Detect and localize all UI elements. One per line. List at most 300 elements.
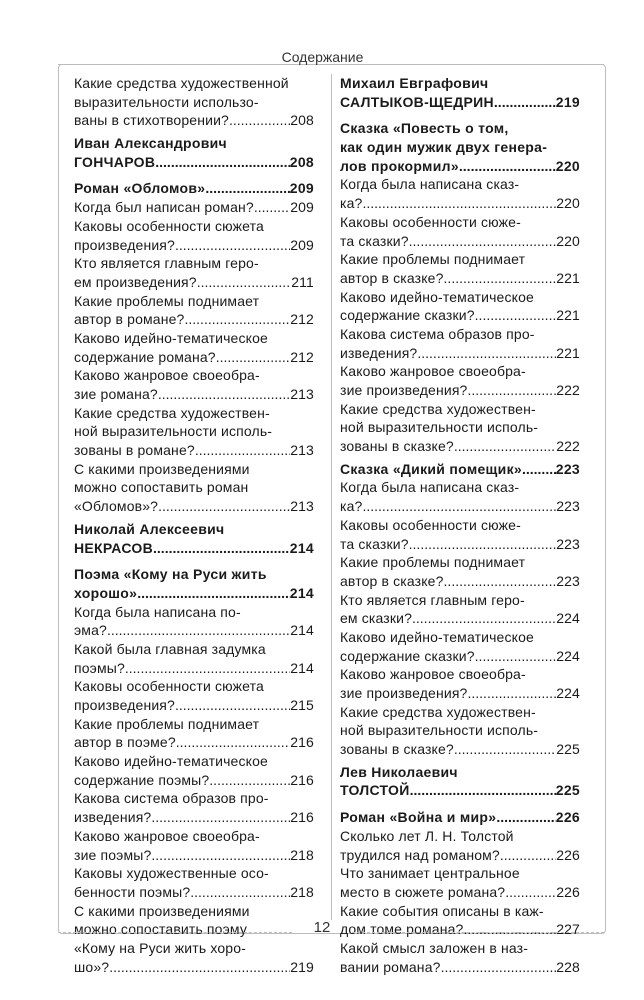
page-ref: 219 bbox=[290, 958, 314, 975]
page-ref: 212 bbox=[290, 311, 314, 328]
question-line bbox=[340, 864, 580, 883]
entry-text: Каково идейно-тематическое bbox=[74, 753, 268, 770]
toc-author-entry bbox=[74, 134, 314, 175]
entry-text: зие романа? bbox=[74, 386, 158, 402]
toc-work-entry bbox=[340, 456, 580, 479]
toc-question-entry bbox=[74, 404, 314, 460]
dot-leader bbox=[505, 883, 556, 902]
question-line bbox=[340, 269, 580, 288]
dot-leader bbox=[362, 497, 556, 516]
entry-text: как один мужик двух генера- bbox=[340, 139, 548, 156]
toc-question-entry bbox=[340, 553, 580, 590]
question-line bbox=[340, 721, 580, 740]
page-ref: 227 bbox=[556, 921, 580, 938]
toc-question-entry bbox=[340, 665, 580, 702]
question-line bbox=[340, 535, 580, 554]
page-ref: 213 bbox=[290, 442, 314, 459]
entry-text: Роман «Война и мир» bbox=[340, 809, 497, 826]
question-line bbox=[340, 684, 580, 703]
dot-leader bbox=[417, 344, 556, 363]
question-line bbox=[74, 752, 314, 771]
question-line bbox=[74, 329, 314, 348]
page-ref: 225 bbox=[555, 782, 580, 799]
entry-text: Каково идейно-тематическое bbox=[340, 288, 534, 305]
page-ref: 220 bbox=[556, 195, 580, 212]
page-ref: 222 bbox=[556, 382, 580, 398]
question-line bbox=[74, 310, 314, 329]
entry-text: Когда была написана сказ- bbox=[340, 479, 520, 496]
entry-text: С какими произведениями bbox=[74, 902, 250, 919]
question-line bbox=[74, 348, 314, 367]
question-line bbox=[74, 958, 314, 977]
question-line bbox=[74, 478, 314, 497]
entry-text: ка? bbox=[340, 195, 363, 212]
page-ref: 226 bbox=[556, 846, 580, 863]
question-line bbox=[74, 771, 314, 790]
entry-text: можно сопоставить поэму bbox=[74, 921, 247, 938]
author-first-name: Николай Алексеевич bbox=[74, 520, 225, 537]
page-ref: 211 bbox=[291, 273, 314, 290]
question-line bbox=[74, 366, 314, 385]
question-line bbox=[74, 640, 314, 659]
entry-text: ем произведения? bbox=[74, 273, 197, 290]
toc-author-entry bbox=[340, 763, 580, 804]
work-title-line bbox=[340, 460, 580, 479]
toc-question-entry bbox=[74, 715, 314, 752]
work-title-line bbox=[340, 157, 580, 176]
dot-leader bbox=[151, 808, 290, 827]
page-ref: 221 bbox=[556, 269, 580, 286]
toc-question-entry bbox=[340, 288, 580, 325]
page-ref: 216 bbox=[290, 734, 314, 751]
question-line bbox=[340, 288, 580, 307]
dot-leader bbox=[197, 273, 291, 292]
toc-question-entry bbox=[74, 254, 314, 291]
work-title-line bbox=[340, 138, 580, 157]
entry-text: вании романа? bbox=[340, 958, 441, 975]
dot-leader bbox=[494, 93, 556, 112]
dot-leader bbox=[175, 236, 290, 255]
entry-text: Роман «Обломов» bbox=[74, 180, 206, 197]
entry-text: поэмы? bbox=[74, 659, 125, 676]
question-line bbox=[74, 883, 314, 902]
author-line bbox=[74, 520, 314, 539]
dot-leader bbox=[158, 497, 290, 516]
page-ref: 224 bbox=[556, 610, 580, 627]
toc-question-entry bbox=[74, 366, 314, 403]
dot-leader bbox=[441, 958, 557, 977]
author-first-name: Михаил Евграфович bbox=[340, 75, 489, 91]
question-line bbox=[74, 808, 314, 827]
author-surname: ТОЛСТОЙ bbox=[340, 782, 410, 799]
page-ref: 223 bbox=[555, 460, 580, 477]
dot-leader bbox=[137, 584, 290, 603]
page-ref: 208 bbox=[289, 153, 314, 170]
page-ref: 224 bbox=[556, 647, 580, 664]
question-line bbox=[74, 217, 314, 236]
page-ref: 214 bbox=[289, 539, 314, 556]
entry-text: Какие проблемы поднимает bbox=[340, 554, 526, 571]
entry-text: зие произведения? bbox=[340, 382, 468, 398]
entry-text: Каково идейно-тематическое bbox=[340, 628, 534, 645]
question-line bbox=[340, 628, 580, 647]
question-line bbox=[340, 647, 580, 666]
page-ref: 209 bbox=[289, 180, 314, 197]
author-first-name: Иван Александрович bbox=[74, 135, 227, 152]
toc-question-entry bbox=[74, 827, 314, 864]
page-ref: 221 bbox=[556, 344, 580, 361]
header-rule-right bbox=[383, 64, 604, 65]
question-line bbox=[340, 306, 580, 325]
entry-text: содержание сказки? bbox=[340, 647, 475, 664]
entry-text: зие произведения? bbox=[340, 685, 468, 701]
entry-text: Каковы особенности сюжета bbox=[74, 678, 264, 695]
entry-text: Какие проблемы поднимает bbox=[74, 715, 260, 732]
question-line bbox=[340, 478, 580, 497]
entry-text: содержание поэмы? bbox=[74, 771, 210, 788]
dot-leader bbox=[468, 684, 557, 703]
entry-text: трудился над романом? bbox=[340, 846, 500, 863]
question-line bbox=[74, 621, 314, 640]
dot-leader bbox=[496, 808, 555, 827]
entry-text: выразительности использо- bbox=[74, 93, 259, 110]
entry-text: содержание романа? bbox=[74, 348, 216, 365]
entry-text: «Кому на Руси жить хоро- bbox=[74, 939, 246, 956]
entry-text: Какие события описаны в каж- bbox=[340, 902, 544, 919]
page-ref: 218 bbox=[290, 883, 314, 900]
toc-question-entry bbox=[74, 640, 314, 677]
page-ref: 226 bbox=[556, 883, 580, 900]
question-line bbox=[340, 400, 580, 419]
question-line bbox=[340, 902, 580, 921]
question-line bbox=[74, 93, 314, 112]
entry-text: Какова система образов про- bbox=[340, 325, 535, 342]
entry-text: ной выразительности исполь- bbox=[74, 423, 273, 440]
page-ref: 212 bbox=[290, 348, 314, 365]
author-line bbox=[340, 74, 580, 93]
dot-leader bbox=[409, 232, 557, 251]
question-line bbox=[340, 250, 580, 269]
entry-text: Каково жанровое своеобра- bbox=[74, 827, 260, 844]
question-line bbox=[74, 789, 314, 808]
entry-text: Каково идейно-тематическое bbox=[74, 329, 268, 346]
toc-question-entry bbox=[340, 628, 580, 665]
page-ref: 226 bbox=[555, 809, 580, 826]
work-title-line bbox=[74, 179, 314, 198]
question-line bbox=[74, 273, 314, 292]
question-line bbox=[74, 939, 314, 958]
entry-text: ем сказки? bbox=[340, 610, 413, 627]
entry-text: эма? bbox=[74, 622, 107, 639]
toc-question-entry bbox=[74, 752, 314, 789]
author-line bbox=[74, 153, 314, 172]
question-line bbox=[340, 665, 580, 684]
question-line bbox=[74, 920, 314, 939]
toc-left-column bbox=[74, 74, 314, 976]
author-surname: ГОНЧАРОВ bbox=[74, 153, 156, 170]
entry-text: Каково жанровое своеобра- bbox=[340, 666, 526, 683]
toc-question-entry bbox=[340, 175, 580, 212]
page-ref: 216 bbox=[290, 771, 314, 788]
toc-work-entry bbox=[340, 804, 580, 827]
question-line bbox=[340, 883, 580, 902]
entry-text: автор в сказке? bbox=[340, 572, 444, 589]
entry-text: Каково жанровое своеобра- bbox=[340, 363, 526, 380]
author-surname: САЛТЫКОВ-ЩЕДРИН bbox=[340, 93, 494, 110]
page-ref: 209 bbox=[290, 236, 314, 253]
entry-text: ка? bbox=[340, 498, 363, 515]
toc-question-entry bbox=[74, 789, 314, 826]
dot-leader bbox=[409, 535, 557, 554]
entry-text: изведения? bbox=[74, 809, 152, 826]
toc-question-entry bbox=[74, 460, 314, 516]
page-ref: 216 bbox=[290, 809, 314, 826]
entry-text: Каковы особенности сюже- bbox=[340, 516, 521, 533]
question-line bbox=[340, 232, 580, 251]
page-ref: 218 bbox=[290, 846, 314, 863]
question-line bbox=[74, 715, 314, 734]
question-line bbox=[74, 111, 314, 130]
page-ref: 219 bbox=[555, 93, 580, 110]
question-line bbox=[340, 591, 580, 610]
question-line bbox=[74, 385, 314, 404]
work-title-line bbox=[340, 119, 580, 138]
toc-author-entry bbox=[340, 74, 580, 115]
dot-leader bbox=[190, 883, 290, 902]
author-line bbox=[340, 93, 580, 112]
toc-right-column bbox=[340, 74, 580, 976]
entry-text: Поэма «Кому на Руси жить bbox=[74, 566, 267, 583]
dot-leader bbox=[216, 348, 290, 367]
toc-question-entry bbox=[74, 864, 314, 901]
dot-leader bbox=[454, 437, 556, 456]
dot-leader bbox=[155, 153, 289, 172]
toc-question-entry bbox=[340, 516, 580, 553]
entry-text: зие поэмы? bbox=[74, 846, 152, 863]
toc-question-entry bbox=[74, 217, 314, 254]
author-line bbox=[74, 539, 314, 558]
toc-question-entry bbox=[340, 213, 580, 250]
question-line bbox=[340, 553, 580, 572]
page-ref: 214 bbox=[290, 659, 314, 676]
dot-leader bbox=[468, 381, 557, 400]
question-line bbox=[340, 213, 580, 232]
dot-leader bbox=[412, 609, 556, 628]
entry-text: Сказка «Повесть о том, bbox=[340, 120, 509, 137]
entry-text: Какие средства художествен- bbox=[74, 404, 270, 421]
question-line bbox=[74, 603, 314, 622]
entry-text: Когда была написана по- bbox=[74, 603, 241, 620]
entry-text: ваны в стихотворении? bbox=[74, 112, 229, 129]
toc-question-entry bbox=[74, 677, 314, 714]
dot-leader bbox=[109, 958, 290, 977]
question-line bbox=[74, 460, 314, 479]
work-title-line bbox=[74, 565, 314, 584]
entry-text: зованы в сказке? bbox=[340, 438, 454, 455]
author-line bbox=[340, 781, 580, 800]
page-ref: 222 bbox=[556, 438, 580, 455]
dot-leader bbox=[459, 157, 556, 176]
question-line bbox=[74, 827, 314, 846]
question-line bbox=[340, 516, 580, 535]
page-ref: 223 bbox=[556, 498, 580, 515]
toc-question-entry bbox=[74, 74, 314, 130]
entry-text: автор в романе? bbox=[74, 311, 185, 328]
dot-leader bbox=[151, 846, 290, 865]
toc-question-entry bbox=[340, 827, 580, 864]
entry-text: зованы в романе? bbox=[74, 442, 195, 459]
toc-question-entry bbox=[74, 329, 314, 366]
entry-text: хорошо» bbox=[74, 584, 138, 601]
page-ref: 220 bbox=[555, 157, 580, 174]
page-ref: 214 bbox=[289, 584, 314, 601]
question-line bbox=[340, 939, 580, 958]
toc-question-entry bbox=[340, 939, 580, 976]
question-line bbox=[340, 827, 580, 846]
entry-text: ной выразительности исполь- bbox=[340, 419, 539, 436]
page-ref: 228 bbox=[556, 958, 580, 975]
question-line bbox=[340, 572, 580, 591]
entry-text: Каковы особенности сюже- bbox=[340, 213, 521, 230]
question-line bbox=[340, 175, 580, 194]
dot-leader bbox=[444, 269, 557, 288]
question-line bbox=[340, 194, 580, 213]
question-line bbox=[340, 381, 580, 400]
entry-text: С какими произведениями bbox=[74, 460, 250, 477]
page-ref: 223 bbox=[556, 572, 580, 589]
page-ref: 209 bbox=[290, 199, 314, 216]
question-line bbox=[74, 198, 314, 217]
question-line bbox=[340, 846, 580, 865]
dot-leader bbox=[229, 111, 290, 130]
dot-leader bbox=[362, 194, 556, 213]
dot-leader bbox=[176, 733, 290, 752]
toc-question-entry bbox=[340, 325, 580, 362]
header-rule-left bbox=[58, 64, 262, 65]
toc-question-entry bbox=[340, 478, 580, 515]
column-divider bbox=[331, 74, 332, 920]
question-line bbox=[74, 441, 314, 460]
page-ref: 224 bbox=[556, 685, 580, 701]
page-ref: 221 bbox=[556, 307, 580, 324]
question-line bbox=[74, 902, 314, 921]
entry-text: дом томе романа? bbox=[340, 921, 464, 938]
entry-text: Каковы особенности сюжета bbox=[74, 217, 264, 234]
entry-text: Сказка «Дикий помещик» bbox=[340, 460, 522, 477]
entry-text: изведения? bbox=[340, 344, 418, 361]
entry-text: Каково жанровое своеобра- bbox=[74, 367, 260, 384]
entry-text: зованы в сказке? bbox=[340, 741, 454, 758]
entry-text: Когда был написан роман? bbox=[74, 199, 254, 216]
page-ref: 208 bbox=[290, 112, 314, 129]
question-line bbox=[74, 733, 314, 752]
toc-question-entry bbox=[74, 902, 314, 977]
author-line bbox=[340, 763, 580, 782]
page-ref: 215 bbox=[290, 697, 314, 713]
dot-leader bbox=[254, 198, 290, 217]
question-line bbox=[340, 497, 580, 516]
question-line bbox=[340, 362, 580, 381]
entry-text: можно сопоставить роман bbox=[74, 479, 249, 496]
author-line bbox=[74, 134, 314, 153]
question-line bbox=[74, 677, 314, 696]
question-line bbox=[340, 703, 580, 722]
question-line bbox=[74, 404, 314, 423]
entry-text: место в сюжете романа? bbox=[340, 883, 506, 900]
toc-question-entry bbox=[340, 362, 580, 399]
toc-question-entry bbox=[74, 198, 314, 217]
page-ref: 213 bbox=[290, 498, 314, 515]
question-line bbox=[74, 696, 314, 715]
dot-leader bbox=[522, 460, 556, 479]
entry-text: Сколько лет Л. Н. Толстой bbox=[340, 827, 514, 844]
question-line bbox=[340, 958, 580, 977]
page-ref: 225 bbox=[556, 741, 580, 758]
entry-text: Какие проблемы поднимает bbox=[74, 292, 260, 309]
entry-text: Какие средства художествен- bbox=[340, 400, 536, 417]
dot-leader bbox=[475, 647, 557, 666]
question-line bbox=[74, 497, 314, 516]
entry-text: ной выразительности исполь- bbox=[340, 722, 539, 739]
dot-leader bbox=[444, 572, 557, 591]
page-ref: 220 bbox=[556, 232, 580, 249]
entry-text: произведения? bbox=[74, 236, 175, 253]
entry-text: произведения? bbox=[74, 697, 175, 713]
question-line bbox=[340, 325, 580, 344]
dot-leader bbox=[195, 441, 290, 460]
dot-leader bbox=[475, 306, 557, 325]
entry-text: бенности поэмы? bbox=[74, 883, 191, 900]
dot-leader bbox=[153, 539, 290, 558]
author-surname: НЕКРАСОВ bbox=[74, 539, 154, 556]
toc-question-entry bbox=[74, 292, 314, 329]
page-header-title: Содержание bbox=[281, 49, 364, 65]
toc-work-entry bbox=[74, 175, 314, 198]
page-ref: 223 bbox=[556, 535, 580, 552]
question-line bbox=[340, 609, 580, 628]
entry-text: лов прокормил» bbox=[340, 157, 459, 174]
toc-question-entry bbox=[340, 591, 580, 628]
entry-text: Какие средства художественной bbox=[74, 75, 289, 91]
toc-question-entry bbox=[340, 703, 580, 759]
page-number: 12 bbox=[313, 919, 331, 936]
entry-text: Что занимает центральное bbox=[340, 865, 520, 882]
entry-text: Кто является главным геро- bbox=[74, 255, 259, 272]
entry-text: Кто является главным геро- bbox=[340, 591, 525, 608]
toc-author-entry bbox=[74, 520, 314, 561]
entry-text: автор в сказке? bbox=[340, 269, 444, 286]
dot-leader bbox=[410, 781, 556, 800]
entry-text: Какова система образов про- bbox=[74, 790, 269, 807]
entry-text: содержание сказки? bbox=[340, 307, 475, 324]
toc-question-entry bbox=[340, 902, 580, 939]
dot-leader bbox=[205, 179, 289, 198]
entry-text: Какие проблемы поднимает bbox=[340, 251, 526, 268]
work-title-line bbox=[340, 808, 580, 827]
dot-leader bbox=[464, 920, 557, 939]
question-line bbox=[340, 437, 580, 456]
toc-work-entry bbox=[340, 115, 580, 175]
page-ref: 213 bbox=[290, 386, 314, 402]
dot-leader bbox=[185, 310, 291, 329]
dot-leader bbox=[107, 621, 290, 640]
question-line bbox=[340, 418, 580, 437]
entry-text: Какие средства художествен- bbox=[340, 703, 536, 720]
dot-leader bbox=[125, 659, 290, 678]
toc-question-entry bbox=[74, 603, 314, 640]
page-ref: 214 bbox=[290, 622, 314, 639]
dot-leader bbox=[454, 740, 556, 759]
